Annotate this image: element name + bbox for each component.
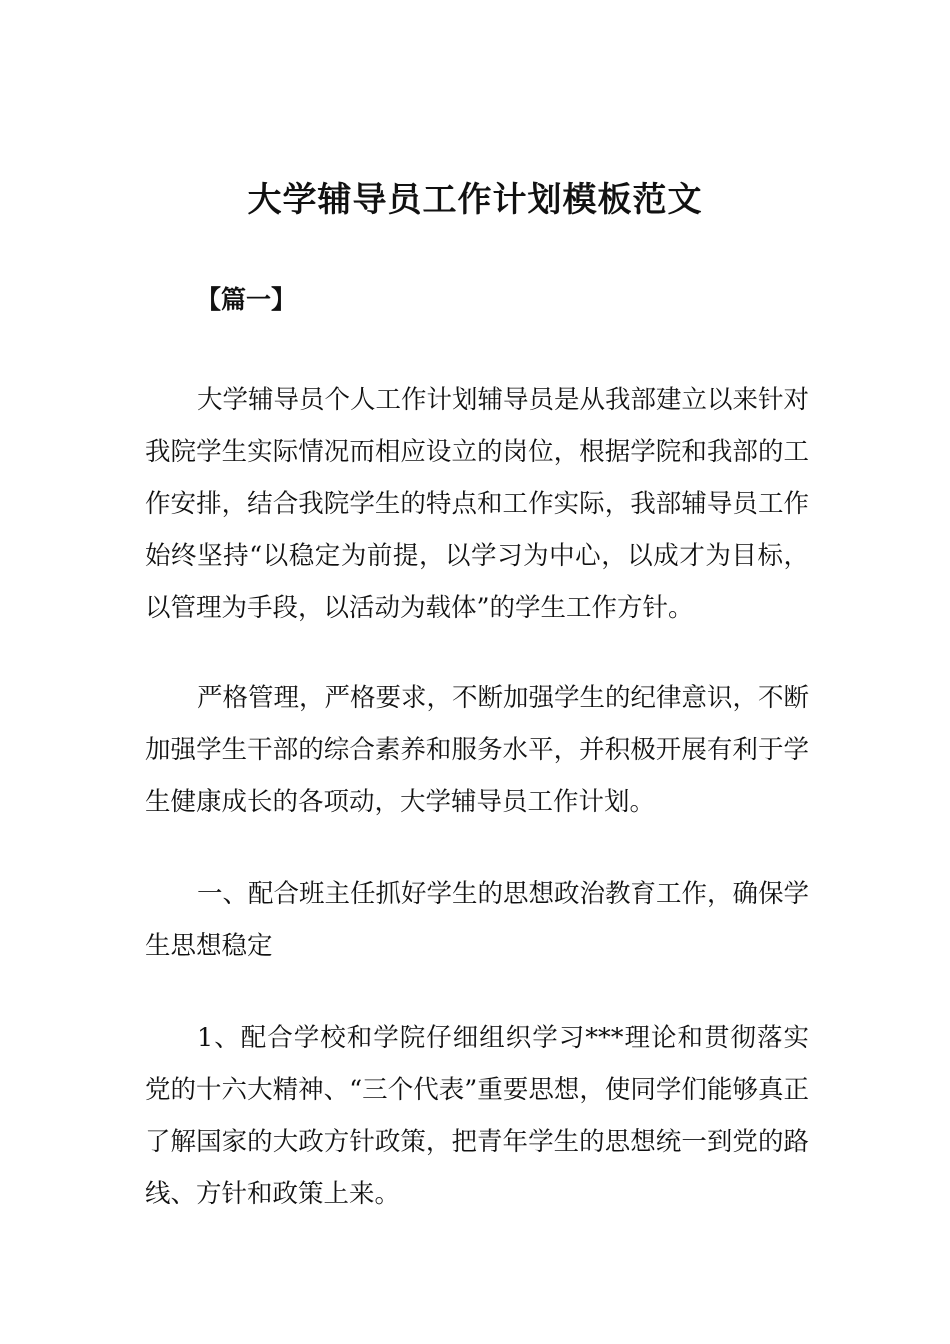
paragraph-item-one: 1、配合学校和学院仔细组织学习***理论和贯彻落实党的十六大精神、“三个代表”重要思想，使同学们能够真正了解国家的大政方针政策，把青年学生的思想统一到党的路线、方针和政策上来。 [145, 1023, 809, 1209]
section-label: 【篇一】 [196, 285, 297, 314]
document-title: 大学辅导员工作计划模板范文 [247, 180, 703, 220]
paragraph-intro: 大学辅导员个人工作计划辅导员是从我部建立以来针对我院学生实际情况而相应设立的岗位，根据学院和我部的工作安排，结合我院学生的特点和工作实际，我部辅导员工作始终坚持“以稳定为前提，以学习为中心，以成才为目标，以管理为手段，以活动为载体”的学生工作方针。 [145, 385, 810, 623]
paragraph-management: 严格管理，严格要求，不断加强学生的纪律意识，不断加强学生干部的综合素养和服务水平，并积极开展有利于学生健康成长的各项动，大学辅导员工作计划。 [145, 683, 810, 817]
paragraph-heading-one: 一、配合班主任抓好学生的思想政治教育工作，确保学生思想稳定 [145, 879, 810, 961]
